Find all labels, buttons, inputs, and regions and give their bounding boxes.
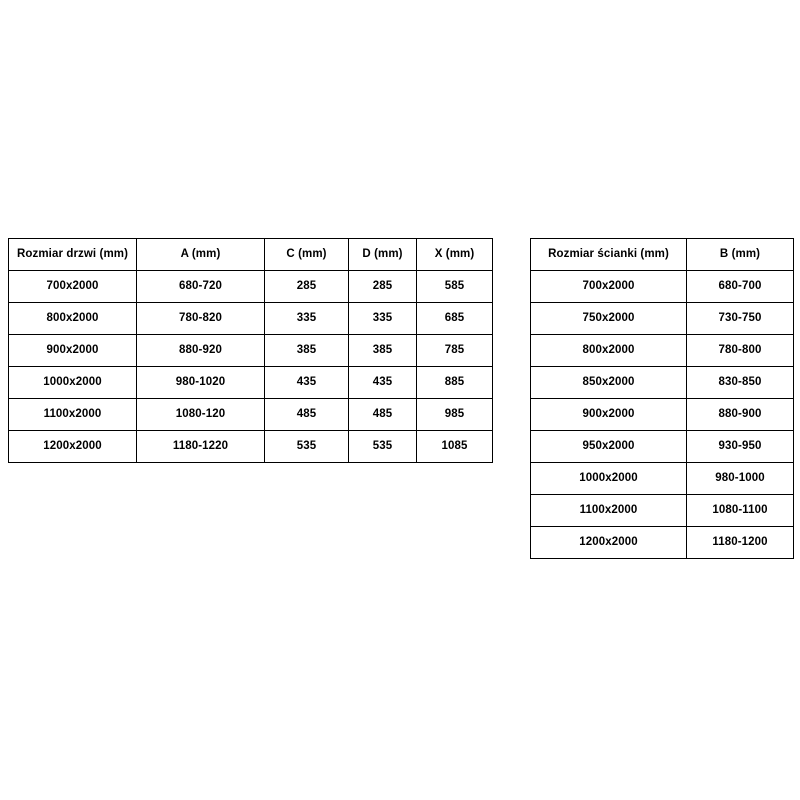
table-row [531,335,794,367]
cell-d: 485 [349,399,417,431]
table-header-row [531,239,794,271]
cell-wall-size: 700x2000 [531,271,687,303]
column-header-d: D (mm) [349,239,417,271]
cell-b: 680-700 [687,271,794,303]
cell-wall-size: 1200x2000 [531,527,687,559]
cell-door-size: 1000x2000 [9,367,137,399]
table-row [531,303,794,335]
cell-x: 1085 [417,431,493,463]
column-header-c: C (mm) [265,239,349,271]
wall-size-table [530,238,794,559]
table-row [9,399,493,431]
cell-b: 1180-1200 [687,527,794,559]
cell-b: 730-750 [687,303,794,335]
cell-door-size: 1100x2000 [9,399,137,431]
cell-b: 1080-1100 [687,495,794,527]
cell-c: 535 [265,431,349,463]
column-header-b: B (mm) [687,239,794,271]
cell-c: 385 [265,335,349,367]
cell-b: 880-900 [687,399,794,431]
cell-x: 885 [417,367,493,399]
table-row [9,271,493,303]
cell-c: 485 [265,399,349,431]
table-row [9,367,493,399]
table-row [531,527,794,559]
cell-c: 335 [265,303,349,335]
table-row [531,367,794,399]
cell-door-size: 1200x2000 [9,431,137,463]
cell-wall-size: 1000x2000 [531,463,687,495]
table-row [9,335,493,367]
table-row [531,271,794,303]
cell-a: 1080-120 [137,399,265,431]
cell-wall-size: 750x2000 [531,303,687,335]
cell-d: 285 [349,271,417,303]
table-row [9,431,493,463]
cell-a: 980-1020 [137,367,265,399]
cell-b: 780-800 [687,335,794,367]
cell-wall-size: 850x2000 [531,367,687,399]
column-header-a: A (mm) [137,239,265,271]
column-header-x: X (mm) [417,239,493,271]
cell-wall-size: 800x2000 [531,335,687,367]
table-row [531,431,794,463]
cell-c: 435 [265,367,349,399]
cell-c: 285 [265,271,349,303]
cell-x: 785 [417,335,493,367]
column-header-door-size: Rozmiar drzwi (mm) [9,239,137,271]
cell-d: 385 [349,335,417,367]
table-row [531,463,794,495]
cell-door-size: 700x2000 [9,271,137,303]
cell-d: 435 [349,367,417,399]
cell-a: 880-920 [137,335,265,367]
table-row [531,495,794,527]
table-row [9,303,493,335]
cell-a: 780-820 [137,303,265,335]
cell-b: 980-1000 [687,463,794,495]
cell-x: 685 [417,303,493,335]
cell-door-size: 900x2000 [9,335,137,367]
cell-a: 1180-1220 [137,431,265,463]
cell-d: 535 [349,431,417,463]
cell-wall-size: 950x2000 [531,431,687,463]
cell-d: 335 [349,303,417,335]
cell-x: 985 [417,399,493,431]
cell-wall-size: 1100x2000 [531,495,687,527]
cell-a: 680-720 [137,271,265,303]
cell-door-size: 800x2000 [9,303,137,335]
table-header-row [9,239,493,271]
cell-wall-size: 900x2000 [531,399,687,431]
cell-b: 830-850 [687,367,794,399]
cell-x: 585 [417,271,493,303]
doors-size-table [8,238,493,463]
cell-b: 930-950 [687,431,794,463]
column-header-wall-size: Rozmiar ścianki (mm) [531,239,687,271]
table-row [531,399,794,431]
